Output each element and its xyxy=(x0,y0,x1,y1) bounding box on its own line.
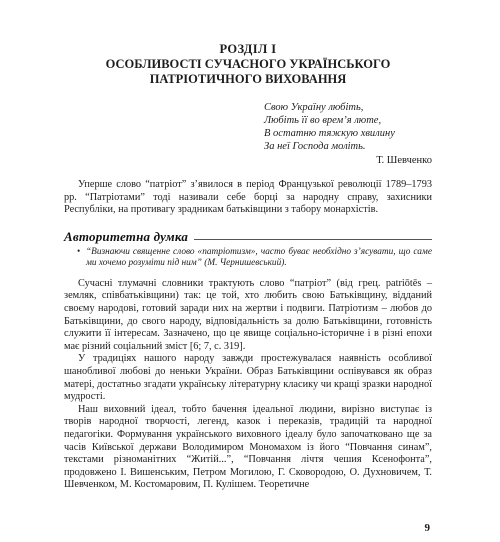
chapter-label: РОЗДІЛ І xyxy=(219,42,277,56)
chapter-title-line-2: ПАТРІОТИЧНОГО ВИХОВАННЯ xyxy=(149,72,347,86)
quote-author: (М. Чернишевський). xyxy=(204,258,287,269)
chapter-title-line-1: ОСОБЛИВОСТІ СУЧАСНОГО УКРАЇНСЬКОГО xyxy=(105,57,391,71)
divider xyxy=(194,239,432,240)
page-number: 9 xyxy=(424,522,430,534)
paragraph-2: Сучасні тлумачні словники трактують слово “патріот” (від грец. patriōtēs – земляк, співбатьківщини) так: це той, хто любить свою Батьківщину, відданий своєму народові, готовий заради них на жертви і подвиги. Патріотизм – любов до Батьківщини, до свого народу, відповідальність за долю Батьківщини, готовність служити її інтересам. Зазначено, що це явище соціально-історичне і в різні епохи має різний соціальний зміст [6; 7, с. 319]. xyxy=(64,277,432,352)
author-thought-title: Авторитетна думка xyxy=(64,228,189,244)
epigraph-line: За неї Господа моліть. xyxy=(264,141,366,152)
paragraph-1: Уперше слово “патріот” з’явилося в період Французької революції 1789–1793 рр. “Патріотами” тоді називали себе борці за народну справу, захисники Республіки, на противагу зрадникам батьківщини з табору монархістів. xyxy=(64,179,432,216)
bullet-icon: • xyxy=(77,246,81,257)
quote-text: “Визнаючи священне слово «патріотизм», часто буває необхідно з’ясувати, що саме ми хочемо розуміти під ним” xyxy=(86,246,432,269)
document-page xyxy=(0,42,500,542)
epigraph xyxy=(264,101,432,167)
epigraph-author: Т. Шевченко xyxy=(376,155,432,166)
paragraph-4: Наш виховний ідеал, тобто бачення ідеальної людини, вирізно виступає із творів народної творчості, легенд, казок і переказів, традицій та народної педагогіки. Формування українського виховного ідеалу було започатковано ще за часів Київської держави Володимиром Мономахом із його “Повчання синам”, текстами різноманітних “Житій...”, “Повчання лічтя чешия Ксенофонта”, продовжено І. Вишенським, Петром Могилою, Г. Сковородою, О. Духновичем, Т. Шевченком, М. Костомаровим, П. Кулішем. Теоретичне xyxy=(64,403,432,491)
chapter-heading xyxy=(64,42,432,87)
epigraph-line: В остатню тяжкую хвилину xyxy=(264,128,395,139)
epigraph-line: Свою Україну любіть, xyxy=(264,102,364,113)
epigraph-line: Любіть її во врем’я люте, xyxy=(264,115,382,126)
author-quote xyxy=(77,246,432,270)
paragraph-3: У традиціях нашого народу завжди простежувалася наявність особливої шанобливої любові до неньки України. Образ Батьківщини оспівувався як образ матері, достатньо згадати українську літературну класику чи кращі зразки народної мудрості. xyxy=(64,353,432,403)
author-thought-heading xyxy=(64,229,432,245)
